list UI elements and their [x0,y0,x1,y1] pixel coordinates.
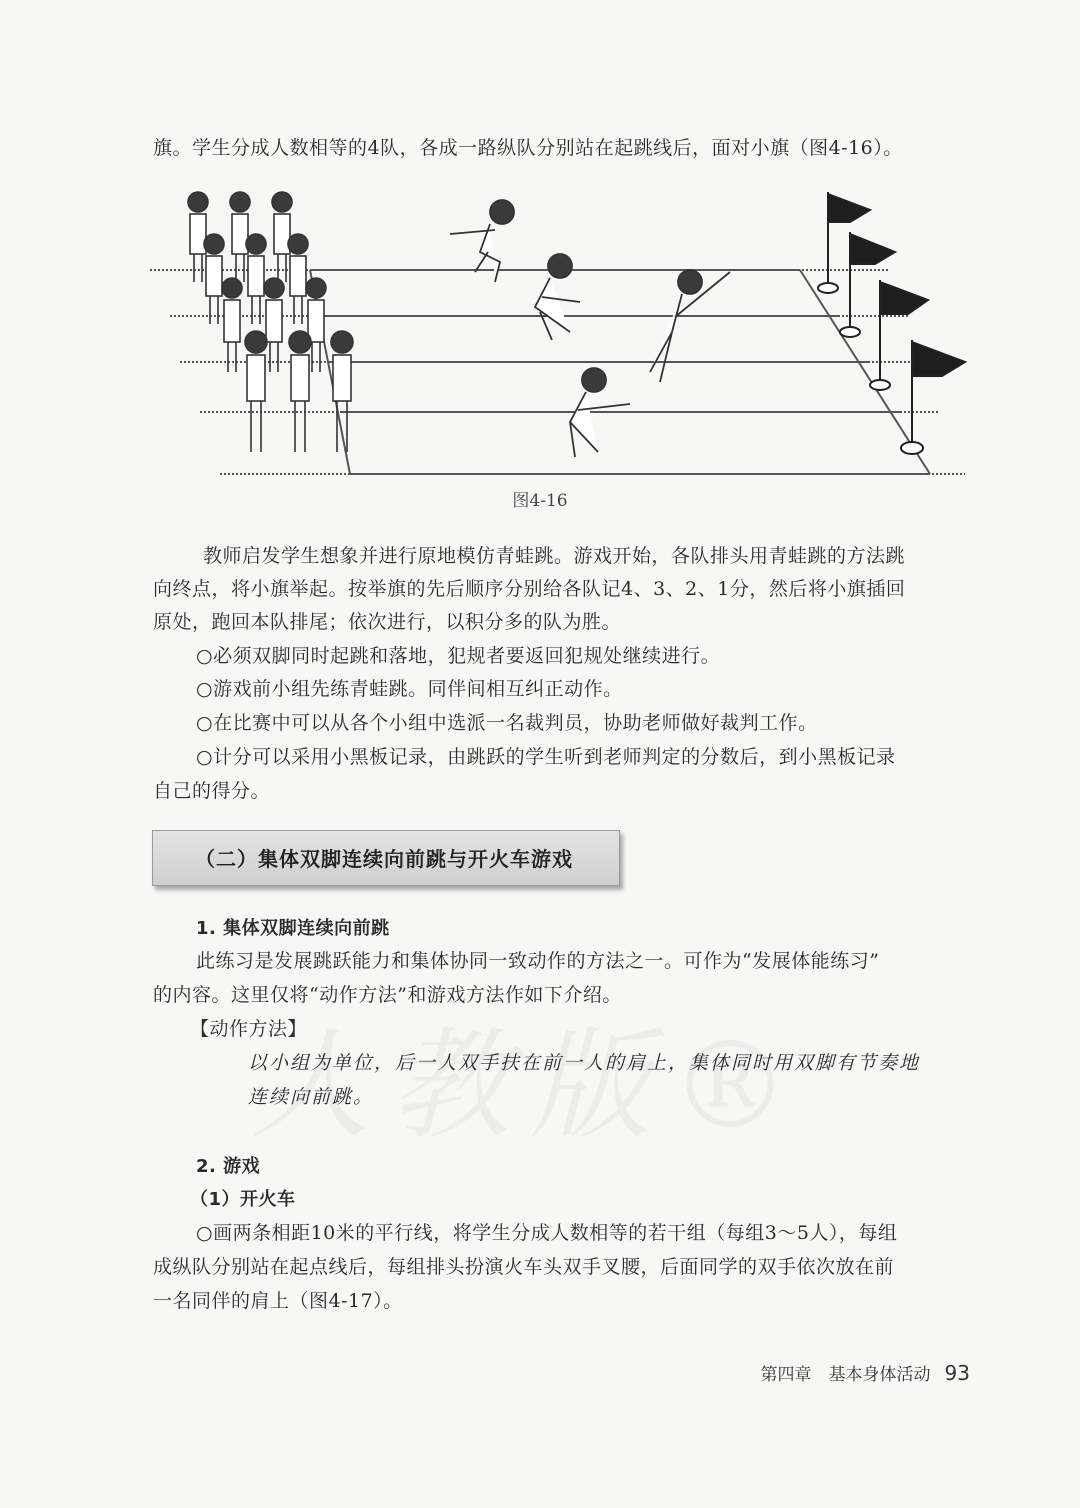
rule-item: ○在比赛中可以从各个小组中选派一名裁判员，协助老师做好裁判工作。 [196,712,818,734]
page-footer [761,1360,970,1385]
paragraph-line: 向终点，将小旗举起。按举旗的先后顺序分别给各队记4、3、2、1分，然后将小旗插回 [153,578,906,600]
paragraph-line: 成纵队分别站在起点线后，每组排头扮演火车头双手叉腰，后面同学的双手依次放在前 [153,1256,895,1278]
method-text: 连续向前跳。 [248,1086,375,1108]
publisher-watermark [250,990,810,1162]
paragraph-line: ○画两条相距10米的平行线，将学生分成人数相等的若干组（每组3～5人），每组 [196,1222,898,1244]
section-heading: （二）集体双脚连续向前跳与开火车游戏 [195,847,573,871]
page-number: 93 [944,1361,970,1385]
rule-item: 自己的得分。 [153,780,271,802]
rule-item: ○游戏前小组先练青蛙跳。同伴间相互纠正动作。 [196,678,623,700]
paragraph-line: 的内容。这里仅将“动作方法”和游戏方法作如下介绍。 [153,984,622,1006]
paragraph-line: 此练习是发展跳跃能力和集体协同一致动作的方法之一。可作为“发展体能练习” [196,950,880,972]
intro-line: 旗。学生分成人数相等的4队，各成一路纵队分别站在起跳线后，面对小旗（图4-16）。 [153,137,903,159]
subheading: （1）开火车 [190,1189,296,1210]
section-heading-box [152,830,620,886]
subheading: 2. 游戏 [196,1156,261,1177]
chapter-title: 第四章 基本身体活动 [760,1365,931,1385]
figure-caption: 图4-16 [512,491,568,511]
subheading: 1. 集体双脚连续向前跳 [196,918,390,939]
paragraph-line: 原处，跑回本队排尾；依次进行，以积分多的队为胜。 [153,611,622,633]
method-text: 以小组为单位，后一人双手扶在前一人的肩上，集体同时用双脚有节奏地 [248,1052,921,1074]
paragraph-line: 教师启发学生想象并进行原地模仿青蛙跳。游戏开始，各队排头用青蛙跳的方法跳 [203,545,906,567]
method-label: 【动作方法】 [190,1018,308,1040]
rule-item: ○必须双脚同时起跳和落地，犯规者要返回犯规处继续进行。 [196,645,721,667]
paragraph-line: 一名同伴的肩上（图4-17）。 [153,1290,403,1312]
rule-item: ○计分可以采用小黑板记录，由跳跃的学生听到老师判定的分数后，到小黑板记录 [196,746,896,768]
frog-jump-illustration [150,182,970,482]
